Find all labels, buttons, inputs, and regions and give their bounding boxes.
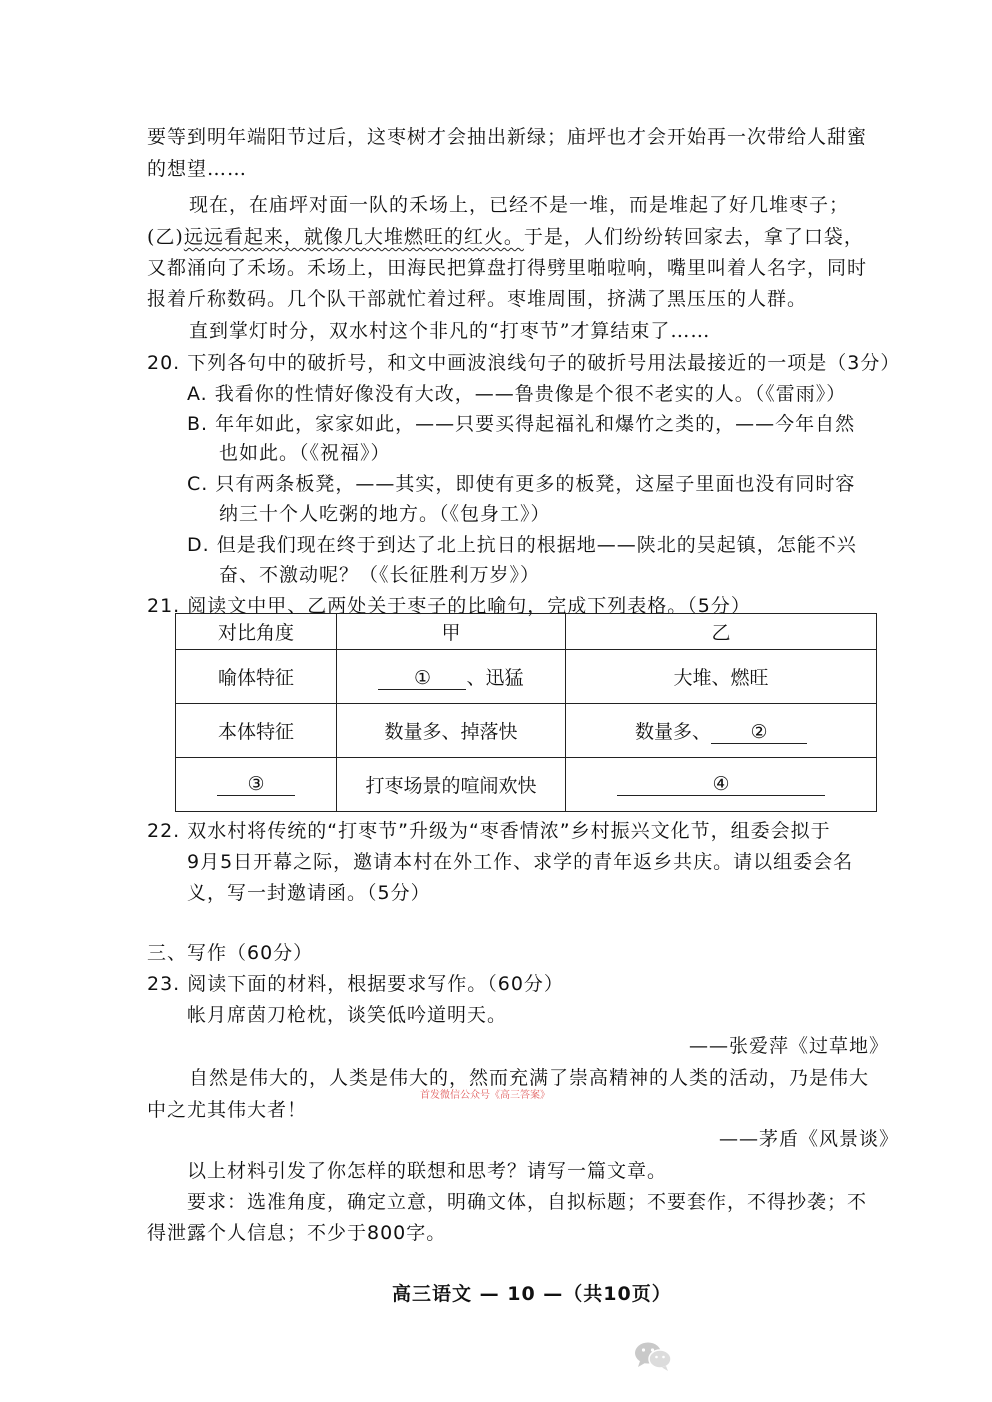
table-header: 甲 (337, 614, 566, 650)
table-cell (176, 758, 337, 812)
passage-p1-line2: 的想望…… (147, 158, 248, 180)
table-cell-text: 数量多、 (634, 721, 711, 743)
passage-p2-line2 (147, 225, 864, 249)
q20-stem: 20. 下列各句中的破折号，和文中画波浪线句子的破折号用法最接近的一项是（3分） (147, 352, 901, 374)
q22-line2: 9月5日开幕之际，邀请本村在外工作、求学的青年返乡共庆。请以组委会名 (187, 851, 854, 873)
table-cell: 大堆、燃旺 (566, 650, 877, 704)
q20-option-d-line2: 奋、不激动呢？（《长征胜利万岁》） (219, 564, 541, 586)
quote-2-source: ——茅盾《风景谈》 (719, 1128, 900, 1150)
table-header: 对比角度 (176, 614, 337, 650)
q20-option-c-line2: 纳三十个人吃粥的地方。（《包身工》） (219, 503, 551, 525)
table-cell (566, 758, 877, 812)
table-cell: 数量多、掉落快 (337, 704, 566, 758)
table-cell (566, 704, 877, 758)
q20-option-a: A. 我看你的性情好像没有大改，——鲁贵像是个很不老实的人。（《雷雨》） (187, 383, 847, 405)
passage-p3-line1: 直到掌灯时分，双水村这个非凡的“打枣节”才算结束了…… (189, 320, 711, 342)
q22-line1: 22. 双水村将传统的“打枣节”升级为“枣香情浓”乡村振兴文化节，组委会拟于 (147, 820, 831, 842)
quote-1-source: ——张爱萍《过草地》 (689, 1035, 890, 1057)
answer-blank-3[interactable]: ③ (217, 773, 295, 796)
requirements-line1: 要求：选准角度，确定立意，明确文体，自拟标题；不要套作，不得抄袭；不 (187, 1191, 868, 1213)
table-cell-label: 本体特征 (176, 704, 337, 758)
table-header-row (176, 614, 877, 650)
passage-p2-line2-rest: 于是，人们纷纷转回家去，拿了口袋， (523, 226, 864, 248)
table-cell: 打枣场景的喧闹欢快 (337, 758, 566, 812)
passage-p1-line1: 要等到明年端阳节过后，这枣树才会抽出新绿；庙坪也才会开始再一次带给人甜蜜 (147, 126, 868, 148)
passage-p2-line3: 又都涌向了禾场。禾场上，田海民把算盘打得劈里啪啦响，嘴里叫着人名字，同时 (147, 257, 868, 279)
table-cell-text: 、迅猛 (466, 667, 524, 689)
q21-stem: 21. 阅读文中甲、乙两处关于枣子的比喻句，完成下列表格。（5分） (147, 595, 751, 617)
comparison-table (175, 613, 877, 812)
table-row (176, 704, 877, 758)
table-cell-label: 喻体特征 (176, 650, 337, 704)
wavy-underlined-sentence: 远远看起来，就像几大堆燃旺的红火。 (183, 226, 524, 248)
quote-2-line1: 自然是伟大的，人类是伟大的，然而充满了崇高精神的人类的活动，乃是伟大 (189, 1067, 870, 1089)
table-row (176, 758, 877, 812)
answer-blank-1[interactable]: ① (378, 667, 466, 690)
table-cell (337, 650, 566, 704)
wechat-icon (632, 1340, 674, 1372)
mark-yi: (乙) (147, 226, 184, 248)
q23-stem: 23. 阅读下面的材料，根据要求写作。（60分） (147, 973, 564, 995)
page-footer: 高三语文 — 10 —（共10页） (392, 1283, 672, 1305)
writing-prompt: 以上材料引发了你怎样的联想和思考？请写一篇文章。 (187, 1160, 668, 1182)
q22-line3: 义，写一封邀请函。（5分） (187, 882, 431, 904)
answer-blank-2[interactable]: ② (711, 721, 807, 744)
quote-2-line2: 中之尤其伟大者！ (147, 1099, 308, 1121)
watermark: 首发微信公众号《高三答案》 (420, 1090, 550, 1101)
q20-option-b-line1: B. 年年如此，家家如此，——只要买得起福礼和爆竹之类的，——今年自然 (187, 413, 856, 435)
table-row (176, 650, 877, 704)
answer-blank-4[interactable]: ④ (617, 773, 825, 796)
requirements-line2: 得泄露个人信息；不少于800字。 (147, 1222, 447, 1244)
section-heading: 三、写作（60分） (147, 942, 314, 964)
table-header: 乙 (566, 614, 877, 650)
passage-p2-line1: 现在，在庙坪对面一队的禾场上，已经不是一堆，而是堆起了好几堆枣子； (189, 194, 850, 216)
quote-1: 帐月席茵刀枪枕，谈笑低吟道明天。 (187, 1004, 508, 1026)
q20-option-c-line1: C. 只有两条板凳，——其实，即使有更多的板凳，这屋子里面也没有同时容 (187, 473, 856, 495)
passage-p2-line4: 报着斤称数码。几个队干部就忙着过秤。枣堆周围，挤满了黑压压的人群。 (147, 288, 808, 310)
q20-option-b-line2: 也如此。（《祝福》） (219, 442, 391, 464)
q20-option-d-line1: D. 但是我们现在终于到达了北上抗日的根据地——陕北的吴起镇，怎能不兴 (187, 534, 857, 556)
